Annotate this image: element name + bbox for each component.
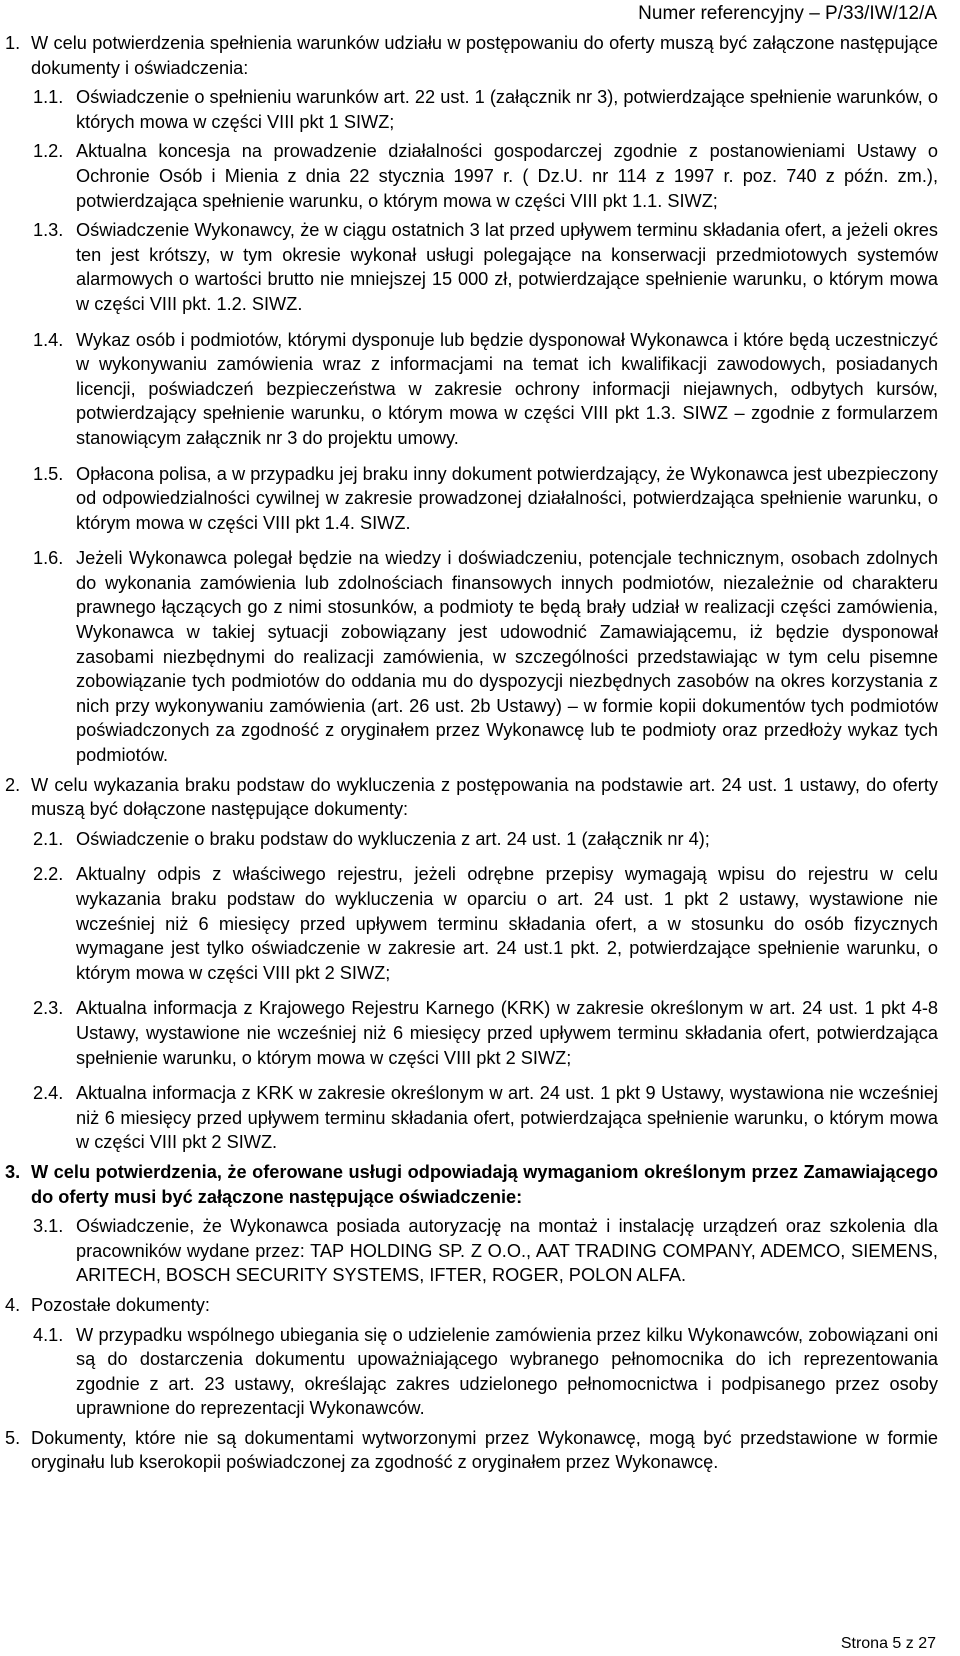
item-text: Aktualna informacja z Krajowego Rejestru Karnego (KRK) w zakresie określonym w art. 24 ust. 1 pkt 4-8 Ustawy, wystawione nie wcześniej niż 6 miesięcy przed upływem terminu składania ofert, potwierdzająca spełnienie warunku, o którym mowa w części VIII pkt 2 SIWZ; [76, 998, 938, 1068]
item-text: Aktualna koncesja na prowadzenie działalności gospodarczej zgodnie z postanowieniami Ustawy o Ochronie Osób i Mienia z dnia 22 stycznia 1997 r. ( Dz.U. nr 114 z 1997 r. poz. 740 z późn. zm.), potwierdzająca spełnienie warunku, o którym mowa w części VIII pkt 1.1. SIWZ; [76, 141, 938, 211]
list-item [0, 31, 960, 80]
item-text: Jeżeli Wykonawca polegał będzie na wiedzy i doświadczeniu, potencjale technicznym, osobach zdolnych do wykonania zamówienia lub zdolnościach finansowych innych podmiotów, niezależnie od charakteru prawnego łączących go z nimi stosunków, a podmioty te będą brały udział w realizacji części zamówienia, Wykonawca w takiej sytuacji zobowiązany jest udowodnić Zamawiającemu, iż będzie dysponował zasobami niezbędnymi do realizacji zamówienia, w szczególności przedstawiając w tym celu pisemne zobowiązanie tych podmiotów do oddania mu do dyspozycji niezbędnych zasobów na okres korzystania z nich przy wykonywaniu zamówienia (art. 26 ust. 2b Ustawy) – w formie kopii dokumentów tych podmiotów poświadczonych za zgodność z oryginałem przez Wykonawcę lub te podmioty oraz przedłoży wykaz tych podmiotów. [76, 548, 938, 766]
list-item [0, 328, 960, 451]
item-number: 2.2. [33, 864, 64, 885]
item-number: 1.4. [33, 329, 64, 350]
item-text: Pozostałe dokumenty: [31, 1294, 210, 1315]
item-text: Oświadczenie o spełnieniu warunków art. 22 ust. 1 (załącznik nr 3), potwierdzające spełnienie warunków, o których mowa w części VIII pkt 1 SIWZ; [76, 87, 938, 132]
list-item [0, 773, 960, 822]
item-number: 3. [5, 1161, 21, 1182]
item-number: 4.1. [33, 1324, 64, 1345]
list-item [0, 1426, 960, 1475]
item-text: Oświadczenie o braku podstaw do wykluczenia z art. 24 ust. 1 (załącznik nr 4); [76, 828, 710, 849]
item-number: 1.6. [33, 548, 64, 569]
list-item [0, 1293, 960, 1318]
item-text: Aktualna informacja z KRK w zakresie określonym w art. 24 ust. 1 pkt 9 Ustawy, wystawiona nie wcześniej niż 6 miesięcy przed upływem terminu składania ofert, potwierdzająca spełnienie warunku, o którym mowa w części VIII pkt 2 SIWZ. [76, 1083, 938, 1153]
item-text: W celu wykazania braku podstaw do wykluczenia z postępowania na podstawie art. 24 ust. 1 ustawy, do oferty muszą być dołączone następujące dokumenty: [31, 774, 938, 820]
list-item [0, 546, 960, 767]
item-number: 3.1. [33, 1216, 64, 1237]
item-text: Opłacona polisa, a w przypadku jej braku inny dokument potwierdzający, że Wykonawca jest ubezpieczony od odpowiedzialności cywilnej w zakresie prowadzonej działalności, potwierdzająca spełnienie warunku, o którym mowa w części VIII pkt 1.4. SIWZ. [76, 463, 938, 533]
item-text: Dokumenty, które nie są dokumentami wytworzonymi przez Wykonawcę, mogą być przedstawione w formie oryginału lub kserokopii poświadczonej za zgodność z oryginałem przez Wykonawcę. [31, 1427, 938, 1473]
list-item [0, 1160, 960, 1209]
document-body [0, 31, 960, 1475]
item-number: 2. [5, 774, 21, 795]
list-item [0, 1081, 960, 1155]
item-text: Wykaz osób i podmiotów, którymi dysponuje lub będzie dysponował Wykonawca i które będą uczestniczyć w wykonywaniu zamówienia wraz z informacjami na temat ich kwalifikacji zawodowych, posiadanych licencji, poświadczeń bezpieczeństwa w zakresie ochrony informacji niejawnych, odbytych kursów, potwierdzający spełnienie warunku, o którym mowa w części VIII pkt 1.3. SIWZ – zgodnie z formularzem stanowiącym załącznik nr 3 do projektu umowy. [76, 329, 938, 448]
reference-number: Numer referencyjny – P/33/IW/12/A [638, 3, 937, 24]
list-item [0, 218, 960, 316]
item-number: 1.2. [33, 141, 64, 162]
item-text: W celu potwierdzenia spełnienia warunków udziału w postępowaniu do oferty muszą być załączone następujące dokumenty i oświadczenia: [31, 33, 938, 78]
item-number: 1.5. [33, 463, 64, 484]
item-number: 1.3. [33, 220, 64, 241]
page-number: Strona 5 z 27 [840, 1635, 936, 1652]
item-text: Oświadczenie, że Wykonawca posiada autoryzację na montaż i instalację urządzeń oraz szkolenia dla pracowników wydane przez: TAP HOLDING SP. Z O.O., AAT TRADING COMPANY, ADEMCO, SIEMENS, ARITECH, BOSCH SECURITY SYSTEMS, IFTER, ROGER, POLON ALFA. [76, 1216, 938, 1286]
item-text: W przypadku wspólnego ubiegania się o udzielenie zamówienia przez kilku Wykonawców, zobowiązani oni są do dostarczenia dokumentu upoważniającego wybranego pełnomocnika do ich reprezentowania zgodnie z art. 23 ustawy, określając zakres udzielonego pełnomocnictwa i podpisanego przez osoby uprawnione do reprezentacji Wykonawców. [76, 1324, 938, 1419]
list-item [0, 827, 960, 852]
list-item [0, 462, 960, 536]
list-item [0, 862, 960, 985]
item-number: 4. [5, 1294, 21, 1315]
item-text: W celu potwierdzenia, że oferowane usługi odpowiadają wymaganiom określonym przez Zamawiającego do oferty musi być załączone następujące oświadczenie: [31, 1161, 938, 1207]
item-number: 2.4. [33, 1083, 64, 1104]
list-item [0, 139, 960, 213]
item-number: 2.3. [33, 998, 64, 1019]
list-item [0, 85, 960, 134]
list-item [0, 1214, 960, 1288]
list-item [0, 1323, 960, 1421]
item-number: 1.1. [33, 87, 64, 108]
list-item [0, 996, 960, 1070]
item-text: Oświadczenie Wykonawcy, że w ciągu ostatnich 3 lat przed upływem terminu składania ofert, a jeżeli okres ten jest krótszy, w tym okresie wykonał usługi polegające na konserwacji przedmiotowych systemów alarmowych o wartości brutto nie mniejszej 15 000 zł, potwierdzające spełnienie warunku, o którym mowa w części VIII pkt. 1.2. SIWZ. [76, 220, 938, 314]
item-number: 2.1. [33, 828, 64, 849]
item-number: 5. [5, 1427, 21, 1448]
item-number: 1. [5, 33, 21, 53]
item-text: Aktualny odpis z właściwego rejestru, jeżeli odrębne przepisy wymagają wpisu do rejestru w celu wykazania braku podstaw do wykluczenia w oparciu o art. 24 ust. 1 pkt 2 ustawy, wystawione nie wcześniej niż 6 miesięcy przed upływem terminu składania ofert, a w stosunku do osób fizycznych wymagane jest tylko oświadczenie w zakresie art. 24 ust.1 pkt. 2, potwierdzające spełnienie warunku, o którym mowa w części VIII pkt 2 SIWZ; [76, 864, 938, 983]
